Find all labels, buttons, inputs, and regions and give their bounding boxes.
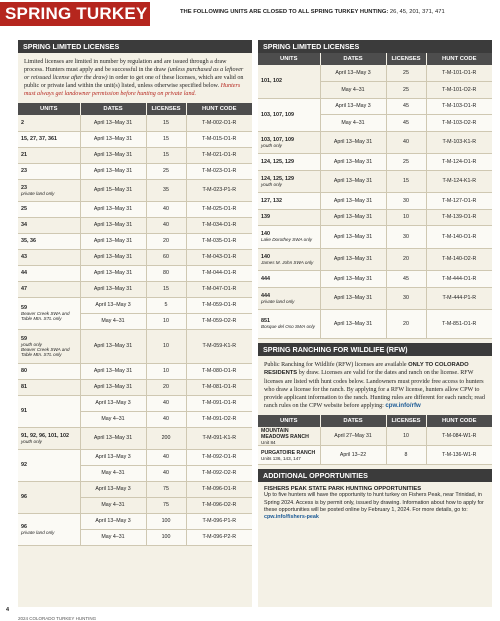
table-row <box>258 65 492 82</box>
unit-number: 444 <box>261 292 270 299</box>
dates-cell: April 13–May 31 <box>80 147 146 163</box>
unit-number: 91, 92, 96, 101, 102 <box>21 432 69 439</box>
unit-restriction: private land only <box>21 190 55 196</box>
licenses-cell: 15 <box>146 281 186 297</box>
unit-number: 23 <box>21 184 27 191</box>
unit-cell <box>258 446 320 465</box>
hunt-code-cell: T-M-035-O1-R <box>186 233 252 249</box>
hunt-code-cell: T-M-002-O1-R <box>186 115 252 131</box>
table-row <box>18 379 252 395</box>
unit-number: 851 <box>261 318 270 325</box>
licenses-cell: 40 <box>386 131 426 154</box>
licenses-cell: 60 <box>146 249 186 265</box>
unit-number: 81 <box>21 384 27 391</box>
dates-cell: April 13–May 31 <box>320 193 386 210</box>
dates-cell: April 13–May 31 <box>320 154 386 171</box>
unit-cell <box>258 287 320 310</box>
hunt-code-cell: T-M-084-W1-R <box>426 427 492 446</box>
hunt-code-cell: T-M-444-P1-R <box>426 287 492 310</box>
hunt-code-cell: T-M-124-O1-R <box>426 154 492 171</box>
unit-number: 59 <box>21 335 27 342</box>
fishers-peak-description: Up to five hunters will have the opportunity to hunt turkey on Fishers Peak, near Trinidad, in Spring 2024. Access is by permit only, issued by drawing. Information about how to apply for these opportunities will be posted online by February 1, 2024. For more details, go to: <box>264 492 484 513</box>
unit-number: 101, 102 <box>261 78 282 85</box>
dates-cell: April 13–May 31 <box>80 329 146 363</box>
table-row <box>18 217 252 233</box>
rfw-link[interactable]: cpw.info/rfw <box>385 401 421 409</box>
hunt-code-cell: T-M-139-O1-R <box>426 209 492 226</box>
hunt-code-cell: T-M-124-K1-R <box>426 170 492 193</box>
licenses-cell: 8 <box>386 446 426 465</box>
unit-cell <box>258 154 320 171</box>
column-header-dates: DATES <box>80 103 146 115</box>
unit-restriction: private land only <box>261 298 295 304</box>
additional-opportunities-heading: ADDITIONAL OPPORTUNITIES <box>258 469 492 482</box>
unit-cell <box>18 163 80 179</box>
unit-number: 43 <box>21 254 27 261</box>
table-row <box>258 98 492 115</box>
table-row <box>18 249 252 265</box>
hunt-code-cell: T-M-021-O1-R <box>186 147 252 163</box>
unit-cell <box>18 233 80 249</box>
hunt-code-cell: T-M-140-O2-R <box>426 248 492 271</box>
unit-cell <box>18 281 80 297</box>
unit-cell <box>258 170 320 193</box>
column-header-units: UNITS <box>258 415 320 427</box>
dates-cell: April 13–May 31 <box>80 281 146 297</box>
licenses-cell: 25 <box>146 163 186 179</box>
table-row <box>258 271 492 288</box>
licenses-cell: 40 <box>146 201 186 217</box>
table-row <box>18 131 252 147</box>
licenses-cell: 15 <box>386 170 426 193</box>
hunt-code-cell: T-M-096-O2-R <box>186 497 252 513</box>
dates-cell: April 13–May 31 <box>80 115 146 131</box>
dates-cell: April 13–May 31 <box>80 249 146 265</box>
unit-cell <box>258 310 320 339</box>
hunt-code-cell: T-M-101-O1-R <box>426 65 492 82</box>
table-row <box>258 287 492 310</box>
unit-number: 47 <box>21 286 27 293</box>
page-header <box>0 0 500 27</box>
unit-cell <box>258 193 320 210</box>
licenses-cell: 20 <box>386 248 426 271</box>
rfw-text-1: Public Ranching for Wildlife (RFW) licenses are available <box>264 361 409 368</box>
dates-cell: April 13–May 31 <box>320 226 386 249</box>
hunt-code-cell: T-M-080-O1-R <box>186 363 252 379</box>
unit-number: 140 <box>261 231 270 238</box>
unit-cell <box>18 329 80 363</box>
dates-cell: April 13–May 31 <box>320 310 386 339</box>
additional-opportunities <box>258 482 492 525</box>
fishers-peak-link[interactable]: cpw.info/fishers-peak <box>264 514 319 521</box>
table-header-row <box>18 103 252 115</box>
column-header-licenses: LICENSES <box>386 53 426 65</box>
hunt-code-cell: T-M-043-O1-R <box>186 249 252 265</box>
table-row <box>18 427 252 449</box>
licenses-cell: 10 <box>146 329 186 363</box>
licenses-cell: 25 <box>386 154 426 171</box>
licenses-cell: 15 <box>146 115 186 131</box>
table-row <box>18 329 252 363</box>
hunt-code-cell: T-M-091-K1-R <box>186 427 252 449</box>
licenses-cell: 10 <box>146 313 186 329</box>
hunt-code-cell: T-M-092-O1-R <box>186 449 252 465</box>
unit-cell <box>258 65 320 98</box>
unit-restriction: youth only <box>21 438 42 444</box>
licenses-cell: 100 <box>146 513 186 529</box>
intro-text-1: Limited licenses are limited in number by regulation and are issued through a draw process. Hunters must apply and be successful in the draw <box>24 59 227 74</box>
column-header-units: UNITS <box>18 103 80 115</box>
hunt-code-cell: T-M-059-O1-R <box>186 297 252 313</box>
left-table-body <box>18 115 252 545</box>
table-row <box>18 481 252 497</box>
rfw-heading: SPRING RANCHING FOR WILDLIFE (RFW) <box>258 343 492 356</box>
unit-number: 44 <box>21 270 27 277</box>
dates-cell: April 13–May 31 <box>80 379 146 395</box>
dates-cell: April 13–May 31 <box>80 265 146 281</box>
table-row <box>258 248 492 271</box>
licenses-cell: 5 <box>146 297 186 313</box>
unit-cell <box>258 209 320 226</box>
unit-cell <box>18 147 80 163</box>
right-column <box>258 40 492 607</box>
table-row <box>258 209 492 226</box>
table-row <box>18 201 252 217</box>
dates-cell: April 13–May 3 <box>80 395 146 411</box>
dates-cell: April 13–May 31 <box>80 363 146 379</box>
unit-number: 96 <box>21 523 27 530</box>
table-row <box>258 310 492 339</box>
licenses-cell: 80 <box>146 265 186 281</box>
dates-cell: May 4–31 <box>320 82 386 99</box>
dates-cell: April 13–May 31 <box>320 287 386 310</box>
licenses-cell: 20 <box>146 233 186 249</box>
dates-cell: April 13–May 31 <box>80 217 146 233</box>
dates-cell: April 13–May 31 <box>320 209 386 226</box>
table-row <box>258 170 492 193</box>
table-row <box>258 131 492 154</box>
unit-cell <box>18 217 80 233</box>
rfw-table <box>258 415 492 466</box>
table-row <box>18 147 252 163</box>
licenses-cell: 10 <box>146 363 186 379</box>
unit-number: PURGATOIRE RANCH <box>261 449 316 456</box>
licenses-cell: 40 <box>146 465 186 481</box>
hunt-code-cell: T-M-136-W1-R <box>426 446 492 465</box>
unit-cell <box>18 131 80 147</box>
intro-emphasis: (unless purchased as a leftover or reissued license after the draw) <box>24 67 244 82</box>
unit-number: 444 <box>261 275 270 282</box>
left-section-heading: SPRING LIMITED LICENSES <box>18 40 252 53</box>
hunt-code-cell: T-M-081-O1-R <box>186 379 252 395</box>
fishers-peak-title: FISHERS PEAK STATE PARK HUNTING OPPORTUNITIES <box>264 486 422 493</box>
table-row <box>18 233 252 249</box>
licenses-cell: 200 <box>146 427 186 449</box>
unit-cell <box>18 179 80 201</box>
dates-cell: April 13–May 3 <box>80 297 146 313</box>
landowner-permission-warning: Hunters must always get landowner permission before hunting on private land. <box>24 83 241 98</box>
licenses-cell: 75 <box>146 497 186 513</box>
dates-cell: April 13–May 31 <box>80 233 146 249</box>
hunt-code-cell: T-M-096-P1-R <box>186 513 252 529</box>
unit-restriction: James M. John SWA only <box>261 259 314 265</box>
unit-restriction: youth only <box>261 181 282 187</box>
unit-cell <box>258 98 320 131</box>
unit-number: 80 <box>21 368 27 375</box>
unit-cell <box>18 395 80 427</box>
licenses-cell: 45 <box>386 98 426 115</box>
dates-cell: May 4–31 <box>80 411 146 427</box>
unit-number: 92 <box>21 462 27 469</box>
dates-cell: April 13–May 3 <box>80 481 146 497</box>
dates-cell: May 4–31 <box>80 529 146 545</box>
right-section-heading: SPRING LIMITED LICENSES <box>258 40 492 53</box>
dates-cell: April 13–May 3 <box>80 449 146 465</box>
table-row <box>258 193 492 210</box>
licenses-cell: 35 <box>146 179 186 201</box>
unit-cell <box>18 249 80 265</box>
hunt-code-cell: T-M-096-O1-R <box>186 481 252 497</box>
table-row <box>18 179 252 201</box>
hunt-code-cell: T-M-023-O1-R <box>186 163 252 179</box>
unit-number: 91 <box>21 408 27 415</box>
licenses-cell: 25 <box>386 65 426 82</box>
unit-cell <box>258 271 320 288</box>
column-header-dates: DATES <box>320 53 386 65</box>
column-header-dates: DATES <box>320 415 386 427</box>
dates-cell: April 13–May 31 <box>320 271 386 288</box>
unit-cell <box>18 481 80 513</box>
unit-cell <box>18 449 80 481</box>
unit-number: 103, 107, 109 <box>261 111 294 118</box>
licenses-cell: 100 <box>146 529 186 545</box>
licenses-cell: 45 <box>386 115 426 132</box>
column-header-hunt-code: HUNT CODE <box>426 53 492 65</box>
unit-restriction: private land only <box>21 529 55 535</box>
fishers-peak-text <box>264 492 486 521</box>
table-row <box>18 449 252 465</box>
licenses-cell: 30 <box>386 226 426 249</box>
dates-cell: April 13–May 31 <box>320 131 386 154</box>
unit-restriction: Beaver Creek SWA and Table Mtn. STL only <box>21 346 70 357</box>
table-row <box>18 297 252 313</box>
hunt-code-cell: T-M-103-O2-R <box>426 115 492 132</box>
unit-number: 23 <box>21 168 27 175</box>
hunt-code-cell: T-M-044-O1-R <box>186 265 252 281</box>
unit-number: 35, 36 <box>21 238 36 245</box>
right-licenses-table <box>258 53 492 339</box>
licenses-cell: 40 <box>146 449 186 465</box>
left-column <box>18 40 252 607</box>
unit-number: 140 <box>261 253 270 260</box>
hunt-code-cell: T-M-025-O1-R <box>186 201 252 217</box>
dates-cell: May 4–31 <box>80 465 146 481</box>
column-header-units: UNITS <box>258 53 320 65</box>
rfw-text-2: by draw. Licenses are valid for the dates and ranch on the license. RFW licenses are listed with hunt codes below. Landowners must provide free access to hunters who draw a license for the ranch. By applying for a RFW license, hunters allow CPW to provide applicant information to the ranch. Hunting rules are different for each ranch; read ranch rules on the CPW website before applying: <box>264 370 485 409</box>
dates-cell: April 13–May 31 <box>320 170 386 193</box>
table-row <box>258 226 492 249</box>
licenses-cell: 75 <box>146 481 186 497</box>
licenses-cell: 10 <box>386 209 426 226</box>
unit-cell <box>258 226 320 249</box>
hunt-code-cell: T-M-101-O2-R <box>426 82 492 99</box>
table-row <box>258 154 492 171</box>
unit-restriction: Bosque del Oso SWA only <box>261 324 315 330</box>
right-table-body <box>258 65 492 338</box>
table-header-row <box>258 53 492 65</box>
closed-units-note <box>180 9 445 15</box>
hunt-code-cell: T-M-140-O1-R <box>426 226 492 249</box>
unit-cell <box>258 131 320 154</box>
unit-restriction: youth only <box>21 341 42 347</box>
unit-restriction: Units 136, 143, 147 <box>261 455 301 461</box>
dates-cell: April 13–May 31 <box>80 427 146 449</box>
licenses-cell: 40 <box>146 217 186 233</box>
dates-cell: April 13–May 31 <box>80 131 146 147</box>
unit-number: 2 <box>21 119 24 126</box>
licenses-cell: 30 <box>386 193 426 210</box>
hunt-code-cell: T-M-047-O1-R <box>186 281 252 297</box>
unit-cell <box>18 513 80 545</box>
unit-restriction: youth only <box>261 142 282 148</box>
hunt-code-cell: T-M-092-O2-R <box>186 465 252 481</box>
unit-restriction: Beaver Creek SWA and Table Mtn. STL only <box>21 311 70 322</box>
unit-number: 59 <box>21 305 27 312</box>
table-row <box>18 115 252 131</box>
hunt-code-cell: T-M-059-O2-R <box>186 313 252 329</box>
dates-cell: April 15–May 31 <box>80 179 146 201</box>
unit-number: 124, 125, 129 <box>261 175 294 182</box>
licenses-cell: 30 <box>386 287 426 310</box>
licenses-cell: 15 <box>146 131 186 147</box>
hunt-code-cell: T-M-023-P1-R <box>186 179 252 201</box>
closed-units-list: 26, 45, 201, 371, 471 <box>389 9 445 15</box>
page-number: 4 <box>6 607 10 613</box>
unit-number: 25 <box>21 206 27 213</box>
column-header-hunt-code: HUNT CODE <box>426 415 492 427</box>
hunt-code-cell: T-M-015-O1-R <box>186 131 252 147</box>
hunt-code-cell: T-M-096-P2-R <box>186 529 252 545</box>
unit-cell <box>18 201 80 217</box>
hunt-code-cell: T-M-103-O1-R <box>426 98 492 115</box>
column-header-hunt-code: HUNT CODE <box>186 103 252 115</box>
dates-cell: April 13–May 31 <box>80 201 146 217</box>
unit-restriction: Lake Dorothey SWA only <box>261 237 313 243</box>
dates-cell: April 13–May 3 <box>320 65 386 82</box>
table-row <box>258 446 492 465</box>
table-row <box>18 163 252 179</box>
hunt-code-cell: T-M-851-O1-R <box>426 310 492 339</box>
rfw-table-body <box>258 427 492 465</box>
unit-number: 139 <box>261 214 270 221</box>
table-row <box>18 395 252 411</box>
table-header-row <box>258 415 492 427</box>
dates-cell: April 13–May 31 <box>80 163 146 179</box>
hunt-code-cell: T-M-127-O1-R <box>426 193 492 210</box>
unit-number: 127, 132 <box>261 197 282 204</box>
unit-cell <box>258 427 320 446</box>
table-row <box>18 281 252 297</box>
unit-number: 15, 27, 37, 361 <box>21 136 57 143</box>
unit-cell <box>258 248 320 271</box>
dates-cell: April 13–May 3 <box>320 98 386 115</box>
unit-cell <box>18 265 80 281</box>
unit-number: 103, 107, 109 <box>261 136 294 143</box>
table-row <box>258 427 492 446</box>
licenses-cell: 40 <box>146 411 186 427</box>
licenses-cell: 20 <box>146 379 186 395</box>
table-row <box>18 363 252 379</box>
dates-cell: May 4–31 <box>320 115 386 132</box>
hunt-code-cell: T-M-091-O1-R <box>186 395 252 411</box>
unit-restriction: Unit 84 <box>261 439 276 445</box>
unit-cell <box>18 363 80 379</box>
hunt-code-cell: T-M-059-K1-R <box>186 329 252 363</box>
hunt-code-cell: T-M-091-O2-R <box>186 411 252 427</box>
dates-cell: April 13–May 31 <box>320 248 386 271</box>
dates-cell: May 4–31 <box>80 497 146 513</box>
hunt-code-cell: T-M-103-K1-R <box>426 131 492 154</box>
left-licenses-table <box>18 103 252 546</box>
rfw-intro <box>258 356 492 415</box>
licenses-cell: 20 <box>386 310 426 339</box>
unit-number: 34 <box>21 222 27 229</box>
limited-licenses-intro <box>18 53 252 103</box>
page-footer: 2024 COLORADO TURKEY HUNTING <box>18 616 97 621</box>
unit-cell <box>18 379 80 395</box>
unit-number: 124, 125, 129 <box>261 158 294 165</box>
table-row <box>18 513 252 529</box>
dates-cell: April 13–22 <box>320 446 386 465</box>
rfw-residents-only: ONLY TO COLORADO RESIDENTS <box>264 361 469 377</box>
unit-number: MOUNTAIN MEADOWS RANCH <box>261 427 309 440</box>
dates-cell: May 4–31 <box>80 313 146 329</box>
table-row <box>18 265 252 281</box>
page-title: SPRING TURKEY <box>0 2 150 26</box>
unit-number: 96 <box>21 494 27 501</box>
closed-note-label: THE FOLLOWING UNITS ARE CLOSED TO ALL SPRING TURKEY HUNTING: <box>180 9 389 15</box>
licenses-cell: 10 <box>386 427 426 446</box>
column-header-licenses: LICENSES <box>146 103 186 115</box>
intro-text-2: in order to get one of these licenses, which are valid on public or private land within the unit(s) listed, unless otherwise specified below. <box>24 75 244 90</box>
dates-cell: April 13–May 3 <box>80 513 146 529</box>
unit-cell <box>18 297 80 329</box>
hunt-code-cell: T-M-034-O1-R <box>186 217 252 233</box>
licenses-cell: 25 <box>386 82 426 99</box>
hunt-code-cell: T-M-444-O1-R <box>426 271 492 288</box>
licenses-cell: 40 <box>146 395 186 411</box>
column-header-licenses: LICENSES <box>386 415 426 427</box>
unit-cell <box>18 115 80 131</box>
unit-number: 21 <box>21 152 27 159</box>
dates-cell: April 27–May 31 <box>320 427 386 446</box>
unit-cell <box>18 427 80 449</box>
licenses-cell: 45 <box>386 271 426 288</box>
licenses-cell: 15 <box>146 147 186 163</box>
